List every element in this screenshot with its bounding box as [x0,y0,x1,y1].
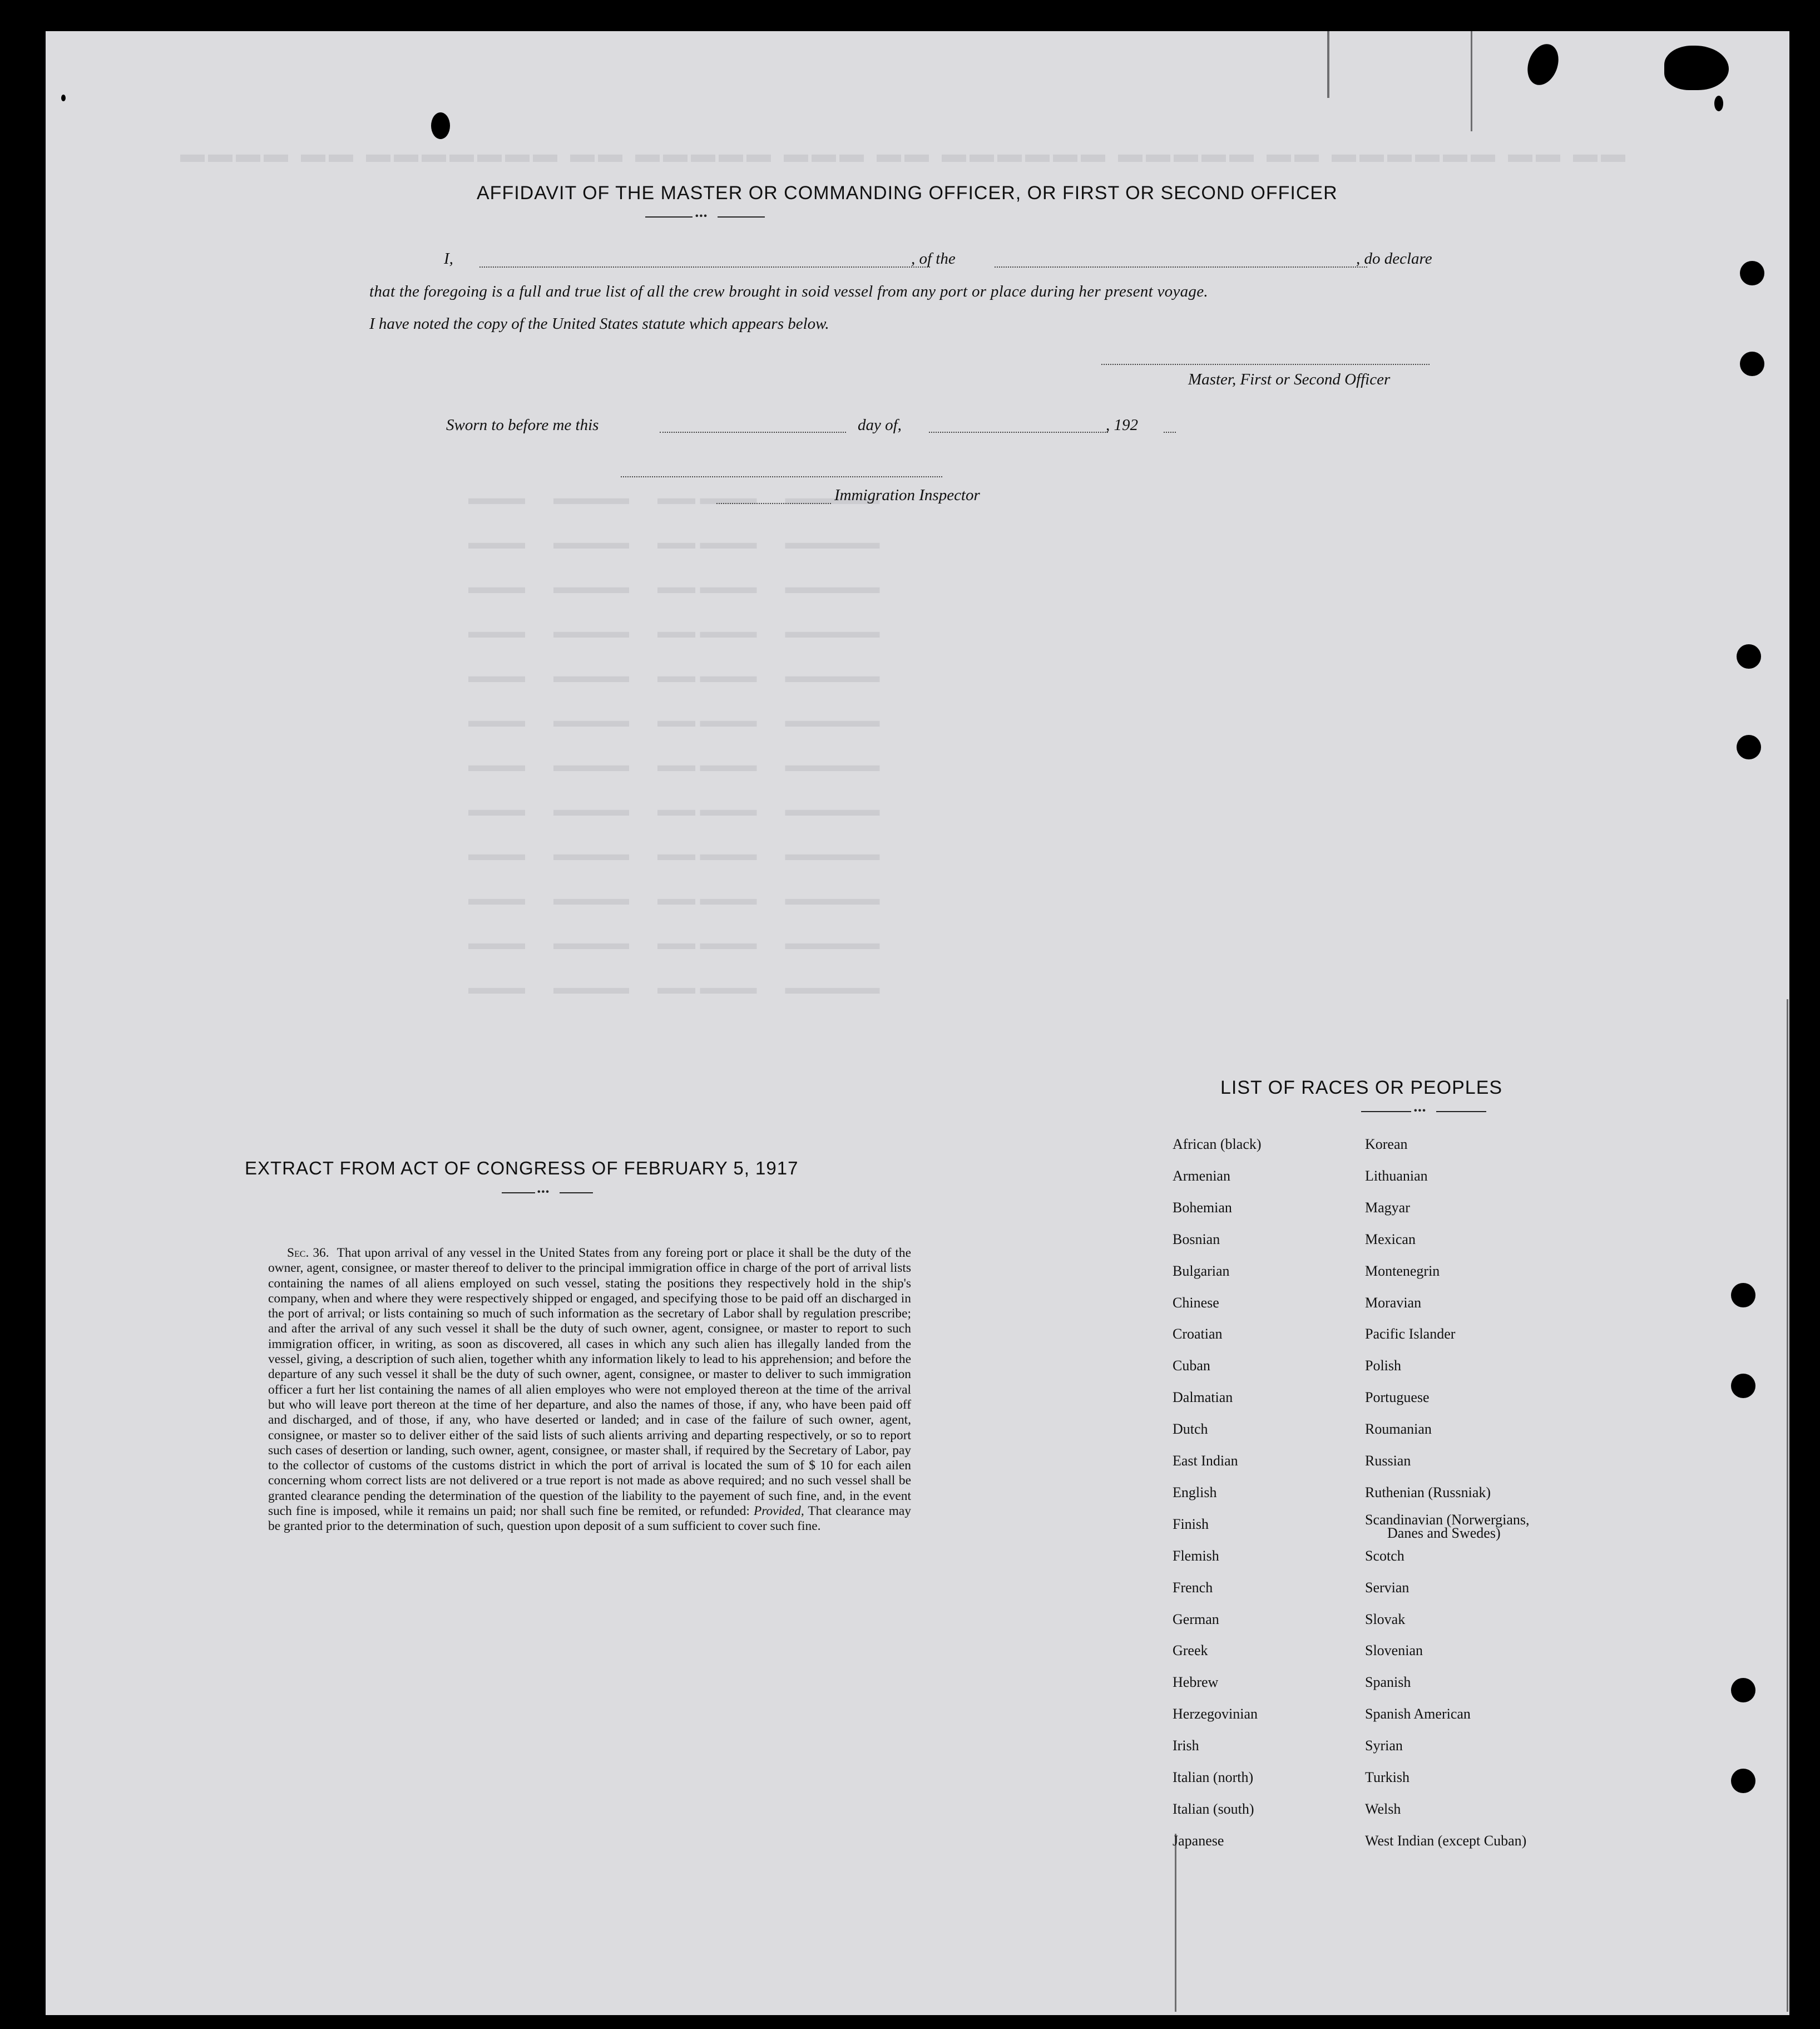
sworn-day-of-label: day of, [858,416,902,434]
punch-hole [1731,1678,1755,1702]
race-item: Polish [1365,1357,1402,1374]
race-item: Korean [1365,1136,1408,1152]
race-item: East Indian [1173,1453,1238,1469]
race-item-line1: Scandinavian (Norwergians, [1365,1511,1530,1528]
race-item: Portuguese [1365,1389,1430,1406]
race-item: Mexican [1365,1231,1416,1247]
inspector-signature-field[interactable] [621,476,942,477]
ink-blot [431,112,450,139]
affidavit-statement-line: that the foregoing is a full and true list of all the crew brought in soid vessel from any port or place during her present voyage. [369,283,1208,300]
race-item: Italian (north) [1173,1769,1254,1785]
title-ornament-dots: ••• [695,211,708,221]
affidavit-declare-label: , do declare [1356,250,1432,268]
race-item-line2: Danes and Swedes) [1387,1524,1501,1541]
master-signature-label: Master, First or Second Officer [1188,371,1391,388]
extract-ornament-dots: ••• [537,1187,550,1197]
race-item: Slovak [1365,1611,1406,1627]
vessel-name-field[interactable] [995,266,1367,268]
title-ornament-rule-left [645,216,693,218]
race-item: Turkish [1365,1769,1409,1785]
ink-blot [1714,96,1723,111]
affidavit-statute-line: I have noted the copy of the United States statute which appears below. [369,315,829,333]
race-item: Scotch [1365,1547,1404,1564]
paper-crease [1175,1834,1176,2012]
race-item: Roumanian [1365,1421,1432,1438]
race-item: Greek [1173,1642,1208,1659]
race-item: Bosnian [1173,1231,1220,1247]
race-item: Bulgarian [1173,1262,1230,1279]
ink-blot [1522,40,1564,89]
affidavit-i-label: I, [444,250,453,268]
race-item: Herzegovinian [1173,1706,1258,1722]
section-number: 36. [313,1246,329,1260]
punch-hole [1731,1374,1755,1398]
bleed-through-rows: ▬▬▬ ▬▬▬▬ ▬▬ ▬▬▬ ▬▬▬▬▬ ▬▬▬ ▬▬▬▬ ▬▬ ▬▬▬ ▬▬▬▬▬ ▬▬▬ ▬▬▬▬ ▬▬ ▬▬▬ ▬▬▬▬▬ ▬▬▬ ▬▬▬▬ ▬▬ ▬▬▬ ▬▬▬▬▬ ▬▬▬ ▬▬▬▬ ▬▬ ▬▬▬ ▬▬▬▬▬ ▬▬▬ ▬▬▬▬ ▬▬ ▬▬▬ ▬▬▬▬▬ ▬▬▬ ▬▬▬▬ ▬▬ ▬▬▬ ▬▬▬▬▬ ▬▬▬ ▬▬▬▬ ▬▬ ▬▬▬ ▬▬▬▬▬ ▬▬▬ ▬▬▬▬ ▬▬ ▬▬▬ ▬▬▬▬▬ ▬▬▬ ▬▬▬▬ ▬▬ ▬▬▬ ▬▬▬▬▬ ▬▬▬ ▬▬▬▬ ▬▬ ▬▬▬ ▬▬▬▬▬ ▬▬▬ ▬▬▬▬ ▬▬ ▬▬▬ ▬▬▬▬▬ [468,488,880,998]
document-page [46,31,1789,2015]
sworn-day-field[interactable] [660,432,846,433]
punch-hole [1740,352,1764,376]
master-signature-field[interactable] [1101,364,1430,365]
race-item: Syrian [1365,1737,1403,1754]
bleed-through-heading: ▬▬ ▬▬ ▬▬▬▬▬▬ ▬▬ ▬▬▬▬▬ ▬▬▬▬▬▬ ▬▬ ▬▬▬ ▬▬▬▬▬ ▬▬ ▬▬▬▬▬▬▬ ▬▬ ▬▬▬▬ [177,140,1625,167]
race-item: Irish [1173,1737,1199,1754]
races-ornament-rule-left [1361,1111,1411,1112]
extract-ornament-rule-right [560,1192,593,1193]
affidavit-of-the-label: , of the [911,250,956,268]
sworn-prefix-label: Sworn to before me this [446,416,599,434]
races-ornament-dots: ••• [1414,1106,1427,1115]
race-item: Magyar [1365,1199,1410,1216]
sworn-month-field[interactable] [929,432,1108,433]
race-item: Russian [1365,1453,1411,1469]
race-item: Pacific Islander [1365,1326,1456,1342]
race-item: Flemish [1173,1547,1219,1564]
proviso-word: Provided, [753,1504,804,1519]
race-item: Moravian [1365,1294,1422,1311]
race-item: Bohemian [1173,1199,1232,1216]
race-item: Lithuanian [1365,1167,1428,1184]
race-item: Montenegrin [1365,1262,1440,1279]
race-item: Japanese [1173,1832,1224,1849]
immigration-inspector-label: Immigration Inspector [834,486,980,504]
race-item: African (black) [1173,1136,1262,1152]
punch-hole [1731,1769,1755,1793]
extract-title: EXTRACT FROM ACT OF CONGRESS OF FEBRUARY 5, 1917 [245,1158,799,1178]
officer-name-field[interactable] [479,266,930,268]
extract-ornament-rule-left [502,1192,535,1193]
race-item: Dutch [1173,1421,1208,1438]
race-item: West Indian (except Cuban) [1365,1832,1527,1849]
race-item: Cuban [1173,1357,1210,1374]
race-item: Spanish American [1365,1706,1471,1722]
affidavit-title: AFFIDAVIT OF THE MASTER OR COMMANDING OFFICER, OR FIRST OR SECOND OFFICER [477,182,1338,204]
punch-hole [1737,735,1761,759]
race-item: Croatian [1173,1326,1223,1342]
race-item: French [1173,1579,1213,1596]
race-item: Chinese [1173,1294,1219,1311]
statute-proviso: That clearance may be granted prior to the determination of such, question upon deposit of a sum sufficient to cover such fine. [268,1504,911,1534]
race-item: Dalmatian [1173,1389,1233,1406]
ink-blot [1664,46,1729,90]
race-item: Spanish [1365,1674,1411,1691]
paper-crease [1787,999,1788,2012]
race-item: Italian (south) [1173,1800,1254,1817]
paper-crease [1327,31,1329,98]
sworn-year-field[interactable] [1164,432,1176,433]
race-item: Servian [1365,1579,1409,1596]
races-ornament-rule-right [1436,1111,1486,1112]
punch-hole [1737,644,1761,669]
section-label: Sec. [287,1246,309,1260]
race-item: Welsh [1365,1800,1401,1817]
punch-hole [1731,1283,1755,1307]
punch-hole [1740,261,1764,285]
ink-speck [61,95,66,101]
race-item: Finish [1173,1515,1209,1532]
race-item: German [1173,1611,1219,1627]
race-item: Slovenian [1365,1642,1423,1659]
statute-body: That upon arrival of any vessel in the United States from any foreing port or place it shall be the duty of the owner, agent, consignee, or master thereof to deliver to the principal immigration office in charge of the port of arrival lists containing the names of all aliens employed on such vessel, stating the positions they respectively hold in the ship's company, when and where they were respectively shipped or engaged, and specifying those to be paid off an discharged in the port of arrival; or lists containing so much of such information as the secretary of Labor shall by regulation prescribe; and after the arrival of any such vessel it shall be the duty of such owner, agent, consignee, or master to report to such immigration officer, in writing, as soon as discovered, all cases in which any such alien has illegally landed from the vessel, giving, a description of such alien, together whith any information likely to lead to his apprehension; and before the departure of any such vessel it shall be the duty of such owner, agent, consignee, or master to deliver to such immigration officer a furt her list containing the names of all alien employes who were not employed thereon at the time of the arrival but who will leave port thereon at the time of her departure, and also the names of those, if any, who have been paid off and discharged, and of those, if any, who have deserted or landed; and in case of the failure of such owner, agent, consignee, or master so to deliver either of the said lists of such alients arriving and departing respectively, or so to report such cases of desertion or landing, such owner, agent, consignee, or master shall, if required by the Secretary of Labor, pay to the collector of customs of the customs district in which the port of arrival is located the sum of $ 10 for each ailen concerning whom correct lists are not delivered or a true report is not made as above required; and no such vessel shall be granted clearance pending the determination of the question of the liability to the payement of such fine, and, in the event such fine is imposed, while it remains un paid; nor shall such fine be remited, or refunded: [268,1246,911,1519]
sworn-year-label: , 192 [1106,416,1138,434]
races-title: LIST OF RACES OR PEOPLES [1220,1077,1503,1098]
title-ornament-rule-right [718,216,765,218]
race-item: Hebrew [1173,1674,1219,1691]
race-item: Ruthenian (Russniak) [1365,1484,1491,1500]
paper-crease [1471,31,1472,131]
race-item: English [1173,1484,1217,1500]
statute-extract-text [268,1246,911,1534]
inspector-name-field[interactable] [716,503,831,504]
race-item [1365,1513,1587,1540]
race-item: Armenian [1173,1167,1230,1184]
